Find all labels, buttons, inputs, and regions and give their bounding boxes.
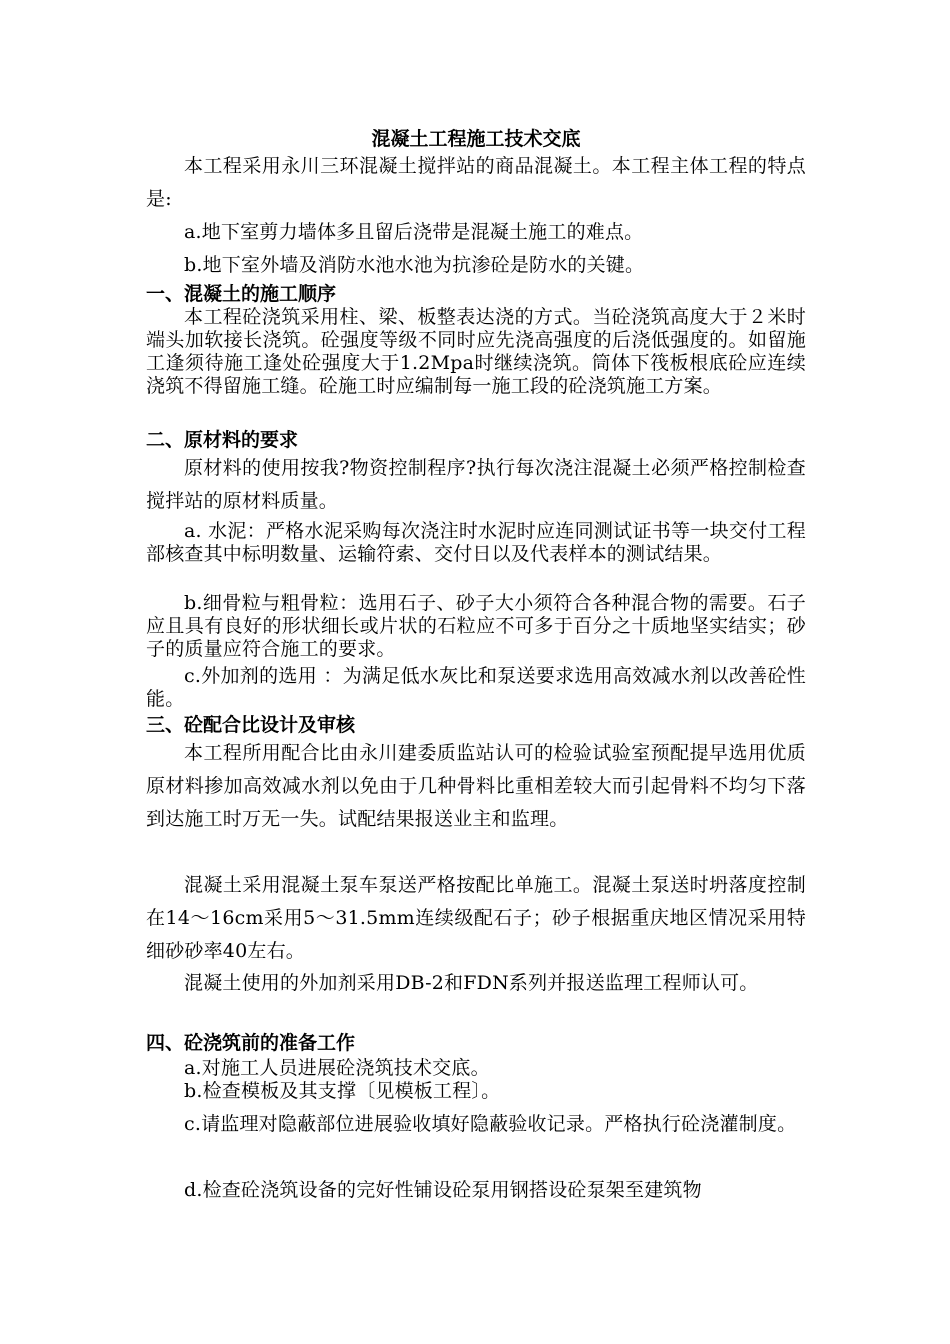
section-2-item-c: c.外加剂的选用 ：为满足低水灰比和泵送要求选用高效减水剂以改善砼性能。	[146, 665, 806, 710]
section-4-item-d: d.检查砼浇筑设备的完好性铺设砼泵用钢搭设砼泵架至建筑物	[184, 1179, 702, 1201]
document-title: 混凝土工程施工技术交底	[371, 128, 581, 150]
intro-item-b: b.地下室外墙及消防水池水池为抗渗砼是防水的关键。	[184, 254, 645, 276]
section-3-paragraph-2: 混凝土采用混凝土泵车泵送严格按配比单施工。混凝土泵送时坍落度控制在14～16cm采用5～31.5mm连续级配石子；砂子根据重庆地区情况采用特细砂砂率40左右。	[146, 874, 806, 962]
section-2-item-a: a. 水泥：严格水泥采购每次浇注时水泥时应连同测试证书等一块交付工程部核查其中标明数量、运输符索、交付日以及代表样本的测试结果。	[146, 520, 806, 565]
section-2-item-b: b.细骨粒与粗骨粒：选用石子、砂子大小须符合各种混合物的需要。石子应且具有良好的形状细长或片状的石粒应不可多于百分之十质地坚实结实；砂子的质量应符合施工的要求。	[146, 592, 806, 660]
section-3-heading: 三、砼配合比设计及审核	[146, 714, 356, 736]
section-4-item-c: c.请监理对隐蔽部位进展验收填好隐蔽验收记录。严格执行砼浇灌制度。	[184, 1113, 797, 1135]
section-3-paragraph-3: 混凝土使用的外加剂采用DB-2和FDN系列并报送监理工程师认可。	[184, 972, 759, 994]
section-1-paragraph: 本工程砼浇筑采用柱、梁、板整表达浇的方式。当砼浇筑高度大于２米时端头加软接长浇筑。砼强度等级不同时应先浇高强度的后浇低强度的。如留施工逢须待施工逢处砼强度大于1.2Mpa时继续浇筑。筒体下筏板根底砼应连续浇筑不得留施工缝。砼施工时应编制每一施工段的砼浇筑施工方案。	[146, 306, 806, 397]
section-2-paragraph: 原材料的使用按我?物资控制程序?执行每次浇注混凝土必须严格控制检查搅拌站的原材料质量。	[146, 457, 806, 512]
section-2-heading: 二、原材料的要求	[146, 429, 299, 451]
intro-item-a: a.地下室剪力墙体多且留后浇带是混凝土施工的难点。	[184, 221, 644, 243]
section-4-item-b: b.检查模板及其支撑〔见模板工程〕。	[184, 1080, 501, 1102]
intro-paragraph: 本工程采用永川三环混凝土搅拌站的商品混凝土。本工程主体工程的特点是:	[146, 155, 806, 210]
section-3-paragraph-1: 本工程所用配合比由永川建委质监站认可的检验试验室预配提早选用优质原材料掺加高效减水剂以免由于几种骨料比重相差较大而引起骨料不均匀下落到达施工时万无一失。试配结果报送业主和监理。	[146, 742, 806, 830]
section-4-heading: 四、砼浇筑前的准备工作	[146, 1032, 356, 1054]
section-1-heading: 一、混凝土的施工顺序	[146, 283, 337, 305]
section-4-item-a: a.对施工人员进展砼浇筑技术交底。	[184, 1057, 490, 1079]
